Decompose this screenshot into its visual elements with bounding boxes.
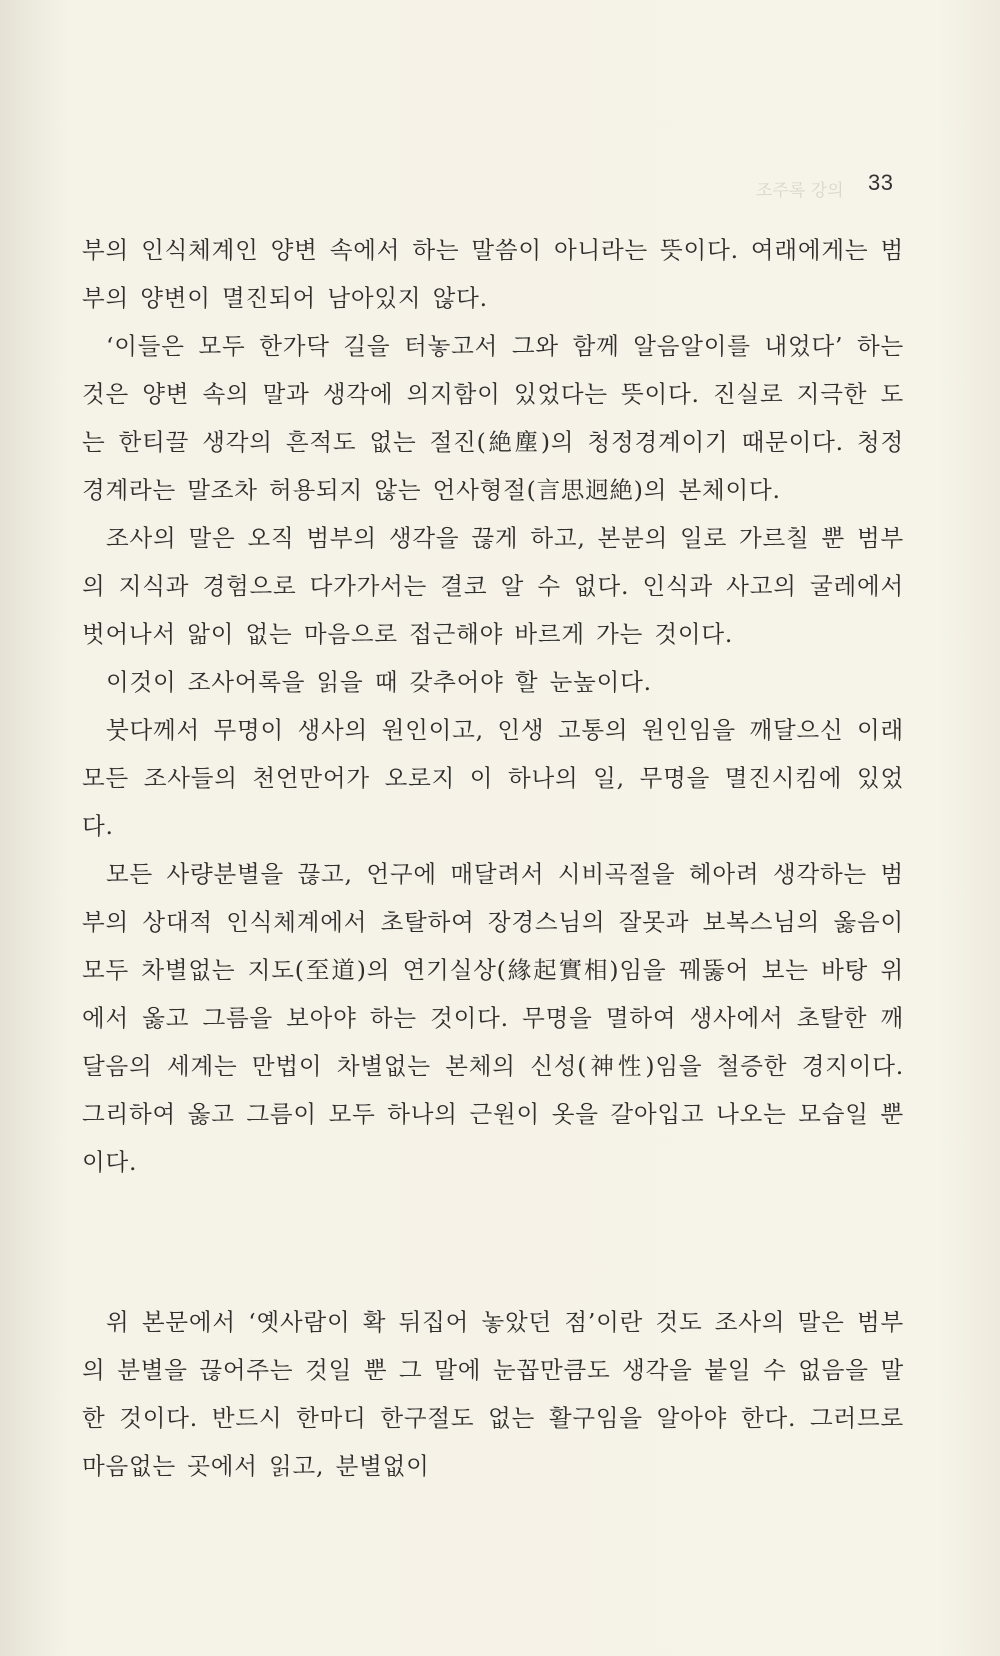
page-edge-shadow bbox=[0, 0, 70, 1656]
paragraph: 위 본문에서 ‘옛사람이 확 뒤집어 놓았던 점’이란 것도 조사의 말은 범부의 분별을 끊어주는 것일 뿐 그 말에 눈꼽만큼도 생각을 붙일 수 없음을 말한 것이다. 반드시 한마디 한구절도 없는 활구임을 알아야 한다. 그러므로 마음없는 곳에서 읽고, 분별없이 bbox=[82, 1308, 904, 1480]
paragraph: 붓다께서 무명이 생사의 원인이고, 인생 고통의 원인임을 깨달으신 이래 모든 조사들의 천언만어가 오로지 이 하나의 일, 무명을 멸진시킴에 있었다. bbox=[82, 716, 904, 840]
paragraph: 모든 사량분별을 끊고, 언구에 매달려서 시비곡절을 헤아려 생각하는 범부의 상대적 인식체계에서 초탈하여 장경스님의 잘못과 보복스님의 옳음이 모두 차별없는 지도(至道)의 연기실상(緣起實相)임을 꿰뚫어 보는 바탕 위에서 옳고 그름을 보아야 하는 것이다. 무명을 멸하여 생사에서 초탈한 깨달음의 세계는 만법이 차별없는 본체의 신성(神性)임을 철증한 경지이다. 그리하여 옳고 그름이 모두 하나의 근원이 옷을 갈아입고 나오는 모습일 뿐이다. bbox=[82, 860, 904, 1176]
body-text-section-1 bbox=[82, 226, 904, 1186]
paragraph: ‘이들은 모두 한가닥 길을 터놓고서 그와 함께 알음알이를 내었다’ 하는 것은 양변 속의 말과 생각에 의지함이 있었다는 뜻이다. 진실로 지극한 도는 한티끌 생각의 흔적도 없는 절진(絶塵)의 청정경계이기 때문이다. 청정경계라는 말조차 허용되지 않는 언사형절(言思迥絶)의 본체이다. bbox=[82, 332, 904, 504]
page-number: 33 bbox=[868, 170, 894, 195]
running-header-ghost: 조주록 강의 bbox=[756, 181, 844, 201]
paragraph: 이것이 조사어록을 읽을 때 갖추어야 할 눈높이다. bbox=[106, 668, 652, 696]
paragraph: 부의 인식체계인 양변 속에서 하는 말씀이 아니라는 뜻이다. 여래에게는 범부의 양변이 멸진되어 남아있지 않다. bbox=[82, 236, 904, 312]
paragraph: 조사의 말은 오직 범부의 생각을 끊게 하고, 본분의 일로 가르칠 뿐 범부의 지식과 경험으로 다가가서는 결코 알 수 없다. 인식과 사고의 굴레에서 벗어나서 앎이 없는 마음으로 접근해야 바르게 가는 것이다. bbox=[82, 524, 904, 648]
body-text-section-2 bbox=[82, 1298, 904, 1490]
